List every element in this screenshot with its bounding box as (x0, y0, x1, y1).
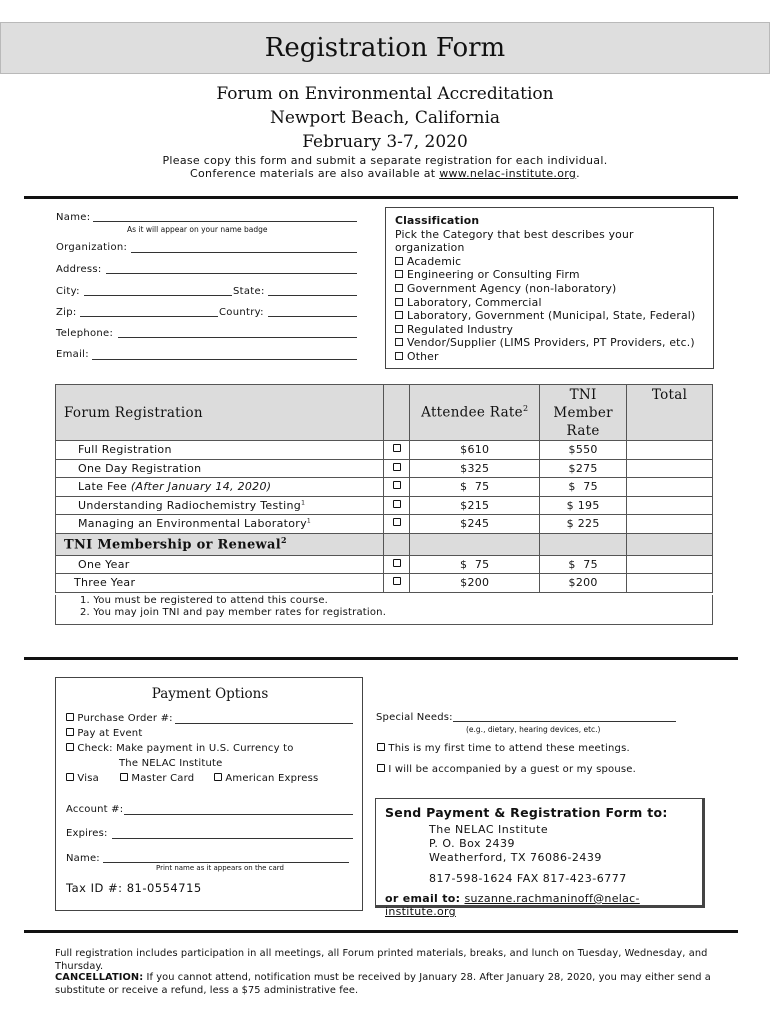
send-to-phone-fax: 817-598-1624 FAX 817-423-6777 (429, 872, 627, 885)
form-title (0, 22, 770, 74)
table-row (56, 496, 713, 515)
classification-option-label: Vendor/Supplier (LIMS Providers, PT Providers, etc.) (407, 336, 695, 350)
amex-option[interactable] (214, 773, 318, 784)
country-field[interactable] (268, 316, 357, 317)
name-hint: As it will appear on your name badge (127, 225, 268, 234)
table-row (56, 555, 713, 574)
checkbox-icon[interactable] (66, 743, 74, 751)
fee-label (56, 459, 384, 478)
country-label: Country: (219, 307, 264, 318)
send-to-city: Weatherford, TX 76086-2439 (429, 851, 602, 864)
table-header-row (56, 385, 713, 441)
classification-option-label: Laboratory, Commercial (407, 295, 542, 309)
classification-option[interactable] (395, 255, 704, 269)
special-needs-field[interactable] (453, 721, 676, 722)
pay-at-event-label: Pay at Event (77, 728, 143, 739)
name-label: Name: (56, 212, 91, 223)
checkbox-icon[interactable] (393, 559, 401, 567)
total-header-text: Total (651, 387, 688, 403)
total-cell[interactable] (627, 574, 713, 593)
first-time-label: This is my first time to attend these meetings. (388, 743, 630, 754)
event-dates: February 3-7, 2020 (302, 132, 468, 152)
fee-label-sup: 1 (306, 517, 312, 525)
mastercard-label: Master Card (131, 773, 195, 784)
special-needs-label: Special Needs: (376, 712, 453, 723)
member-rate: $ 75 (540, 555, 627, 574)
membership-header-blank (540, 533, 627, 555)
zip-field[interactable] (80, 316, 218, 317)
cardholder-name-hint: Print name as it appears on the card (156, 864, 284, 872)
member-rate: $ 195 (540, 496, 627, 515)
total-cell[interactable] (627, 459, 713, 478)
fee-label (56, 515, 384, 534)
website-link[interactable]: www.nelac-institute.org (439, 167, 577, 180)
bottom-divider (24, 930, 738, 933)
classification-option[interactable] (395, 309, 704, 323)
materials-note-prefix: Conference materials are also available at (190, 167, 440, 180)
telephone-label: Telephone: (56, 328, 114, 339)
organization-field[interactable] (131, 252, 357, 253)
checkbox-icon[interactable] (66, 728, 74, 736)
table-row (56, 515, 713, 534)
checkbox-icon[interactable] (393, 577, 401, 585)
checkbox-icon[interactable] (395, 311, 403, 319)
total-cell[interactable] (627, 441, 713, 460)
check-option[interactable] (66, 743, 294, 754)
fee-select-cell[interactable] (384, 496, 410, 515)
membership-heading-text: TNI Membership or Renewal (64, 537, 282, 553)
membership-label: One Year (56, 555, 384, 574)
state-field[interactable] (268, 295, 357, 296)
forum-registration-header (56, 385, 384, 441)
fee-label (56, 496, 384, 515)
classification-option-label: Laboratory, Government (Municipal, State, Federal) (407, 309, 696, 323)
classification-option[interactable] (395, 323, 704, 337)
payment-options-box (55, 677, 363, 911)
checkbox-icon[interactable] (377, 743, 385, 751)
email-label: Email: (56, 349, 89, 360)
total-cell[interactable] (627, 478, 713, 497)
classification-option-label: Academic (407, 254, 462, 268)
expires-field[interactable] (112, 838, 353, 839)
fee-select-cell[interactable] (384, 478, 410, 497)
classification-option[interactable] (395, 268, 704, 282)
first-time-option[interactable] (377, 743, 630, 754)
mastercard-option[interactable] (120, 773, 194, 784)
membership-sup: 2 (281, 535, 287, 546)
guest-option[interactable] (377, 764, 636, 775)
send-to-title: Send Payment & Registration Form to: (385, 805, 668, 820)
attendee-rate: $610 (410, 441, 540, 460)
classification-option-label: Engineering or Consulting Firm (407, 268, 580, 282)
member-rate-header-text: Member Rate (553, 404, 613, 439)
member-rate-header (540, 385, 627, 441)
checkbox-icon[interactable] (120, 773, 128, 781)
attendee-rate: $ 75 (410, 478, 540, 497)
footnote-2: 2. You may join TNI and pay member rates for registration. (80, 607, 387, 618)
checkbox-icon[interactable] (395, 338, 403, 346)
attendee-rate: $245 (410, 515, 540, 534)
checkbox-icon[interactable] (66, 773, 74, 781)
copy-note: Please copy this form and submit a separate registration for each individual. (162, 154, 608, 167)
purchase-order-field[interactable] (175, 723, 353, 724)
guest-label: I will be accompanied by a guest or my spouse. (388, 764, 637, 775)
classification-option-label: Other (407, 349, 439, 363)
event-location: Newport Beach, California (269, 108, 501, 128)
footnote-1: 1. You must be registered to attend this course. (80, 595, 329, 606)
attendee-rate: $325 (410, 459, 540, 478)
attendee-rate-header (410, 385, 540, 441)
classification-option[interactable] (395, 282, 704, 296)
classification-option-label: Regulated Industry (407, 322, 514, 336)
fee-label-text: Understanding Radiochemistry Testing (78, 498, 302, 512)
fee-label-italic: (After January 14, 2020) (130, 480, 272, 494)
membership-header-row (56, 533, 713, 555)
classification-option[interactable] (395, 336, 704, 350)
checkbox-icon[interactable] (395, 325, 403, 333)
checkbox-icon[interactable] (214, 773, 222, 781)
cancellation-label: CANCELLATION: (55, 972, 144, 983)
attendee-rate-sup: 2 (522, 404, 529, 414)
checkbox-col-header (384, 385, 410, 441)
classification-option[interactable] (395, 296, 704, 310)
middle-divider (24, 657, 738, 660)
member-rate: $200 (540, 574, 627, 593)
materials-note-suffix: . (576, 167, 580, 180)
cancellation-text: If you cannot attend, notification must be received by January 28. After January 28, 2020, you may either send a substitute or receive a refund, less a $75 administrative fee. (55, 972, 711, 996)
purchase-order-label: Purchase Order #: (77, 713, 173, 724)
classification-box (385, 207, 714, 369)
send-to-box (375, 798, 705, 918)
attendee-rate: $200 (410, 574, 540, 593)
checkbox-icon[interactable] (377, 764, 385, 772)
fee-label-text: Full Registration (78, 443, 172, 457)
registration-table (55, 384, 713, 593)
table-row (56, 441, 713, 460)
table-row (56, 459, 713, 478)
included-note: Full registration includes participation in all meetings, all Forum printed materials, breaks, and lunch on Tuesday, Wednesday, and Thursday. (55, 948, 708, 972)
zip-label: Zip: (56, 307, 77, 318)
organization-label: Organization: (56, 242, 128, 253)
total-cell[interactable] (627, 515, 713, 534)
member-rate-header-tni: TNI (569, 386, 597, 403)
check-payee: The NELAC Institute (119, 758, 223, 769)
fee-label-text: Managing an Environmental Laboratory (78, 517, 307, 531)
pay-at-event-option[interactable] (66, 728, 142, 739)
amex-label: American Express (225, 773, 319, 784)
total-header (627, 385, 713, 441)
membership-label: Three Year (56, 574, 384, 593)
checkbox-icon[interactable] (66, 713, 74, 721)
state-label: State: (233, 286, 265, 297)
event-name: Forum on Environmental Accreditation (216, 84, 554, 104)
checkbox-icon[interactable] (395, 270, 403, 278)
membership-select-cell[interactable] (384, 574, 410, 593)
send-to-email-line (385, 892, 702, 918)
materials-note (0, 167, 770, 180)
membership-header-blank (410, 533, 540, 555)
expires-label: Expires: (66, 828, 108, 839)
top-divider (24, 196, 738, 199)
address-label: Address: (56, 264, 102, 275)
classification-subtitle: Pick the Category that best describes your organization (395, 227, 634, 255)
fee-label-sup: 1 (301, 499, 306, 507)
payment-title: Payment Options (151, 686, 269, 702)
classification-option[interactable] (395, 350, 704, 364)
checkbox-icon[interactable] (393, 444, 401, 452)
member-rate: $550 (540, 441, 627, 460)
checkbox-icon[interactable] (395, 298, 403, 306)
tax-id: Tax ID #: 81-0554715 (66, 881, 202, 895)
checkbox-icon[interactable] (393, 518, 401, 526)
send-to-po-box: P. O. Box 2439 (429, 837, 516, 850)
member-rate: $ 75 (540, 478, 627, 497)
fee-select-cell[interactable] (384, 441, 410, 460)
fee-select-cell[interactable] (384, 515, 410, 534)
name-field[interactable] (93, 221, 357, 222)
classification-title: Classification (395, 214, 480, 227)
member-rate: $ 225 (540, 515, 627, 534)
city-field[interactable] (84, 295, 232, 296)
visa-option[interactable] (66, 773, 99, 784)
cancellation-note (55, 971, 755, 997)
member-rate: $275 (540, 459, 627, 478)
check-label: Check: Make payment in U.S. Currency to (77, 743, 294, 754)
fee-label-text: Late Fee (78, 480, 131, 494)
account-label: Account #: (66, 804, 124, 815)
attendee-rate-header-text: Attendee Rate (421, 404, 523, 421)
table-row (56, 574, 713, 593)
fee-select-cell[interactable] (384, 459, 410, 478)
address-field[interactable] (106, 273, 357, 274)
telephone-field[interactable] (118, 337, 357, 338)
cardholder-name-field[interactable] (103, 862, 349, 863)
table-footnotes (55, 595, 713, 625)
fee-label-text: One Day Registration (78, 461, 202, 475)
total-cell[interactable] (627, 496, 713, 515)
form-title-text: Registration Form (264, 33, 506, 63)
checkbox-icon[interactable] (393, 481, 401, 489)
checkbox-icon[interactable] (393, 463, 401, 471)
checkbox-icon[interactable] (395, 284, 403, 292)
fee-label (56, 478, 384, 497)
membership-header-blank (627, 533, 713, 555)
account-field[interactable] (124, 814, 353, 815)
send-to-email-link[interactable]: suzanne.rachmaninoff@nelac-institute.org (385, 892, 640, 918)
checkbox-icon[interactable] (395, 352, 403, 360)
total-cell[interactable] (627, 555, 713, 574)
forum-registration-header-text: Forum Registration (64, 404, 203, 421)
attendee-rate: $ 75 (410, 555, 540, 574)
city-label: City: (56, 286, 80, 297)
membership-header-blank (384, 533, 410, 555)
send-to-org: The NELAC Institute (429, 823, 549, 836)
classification-option-label: Government Agency (non-laboratory) (407, 281, 617, 295)
checkbox-icon[interactable] (393, 500, 401, 508)
fee-label (56, 441, 384, 460)
visa-label: Visa (77, 773, 99, 784)
email-field[interactable] (92, 359, 357, 360)
cardholder-name-label: Name: (66, 853, 100, 864)
table-row (56, 478, 713, 497)
special-needs-hint: (e.g., dietary, hearing devices, etc.) (466, 725, 601, 734)
membership-select-cell[interactable] (384, 555, 410, 574)
membership-heading (56, 533, 384, 555)
send-to-email-prefix: or email to: (385, 892, 465, 905)
purchase-order-option[interactable] (66, 713, 173, 724)
attendee-rate: $215 (410, 496, 540, 515)
checkbox-icon[interactable] (395, 257, 403, 265)
